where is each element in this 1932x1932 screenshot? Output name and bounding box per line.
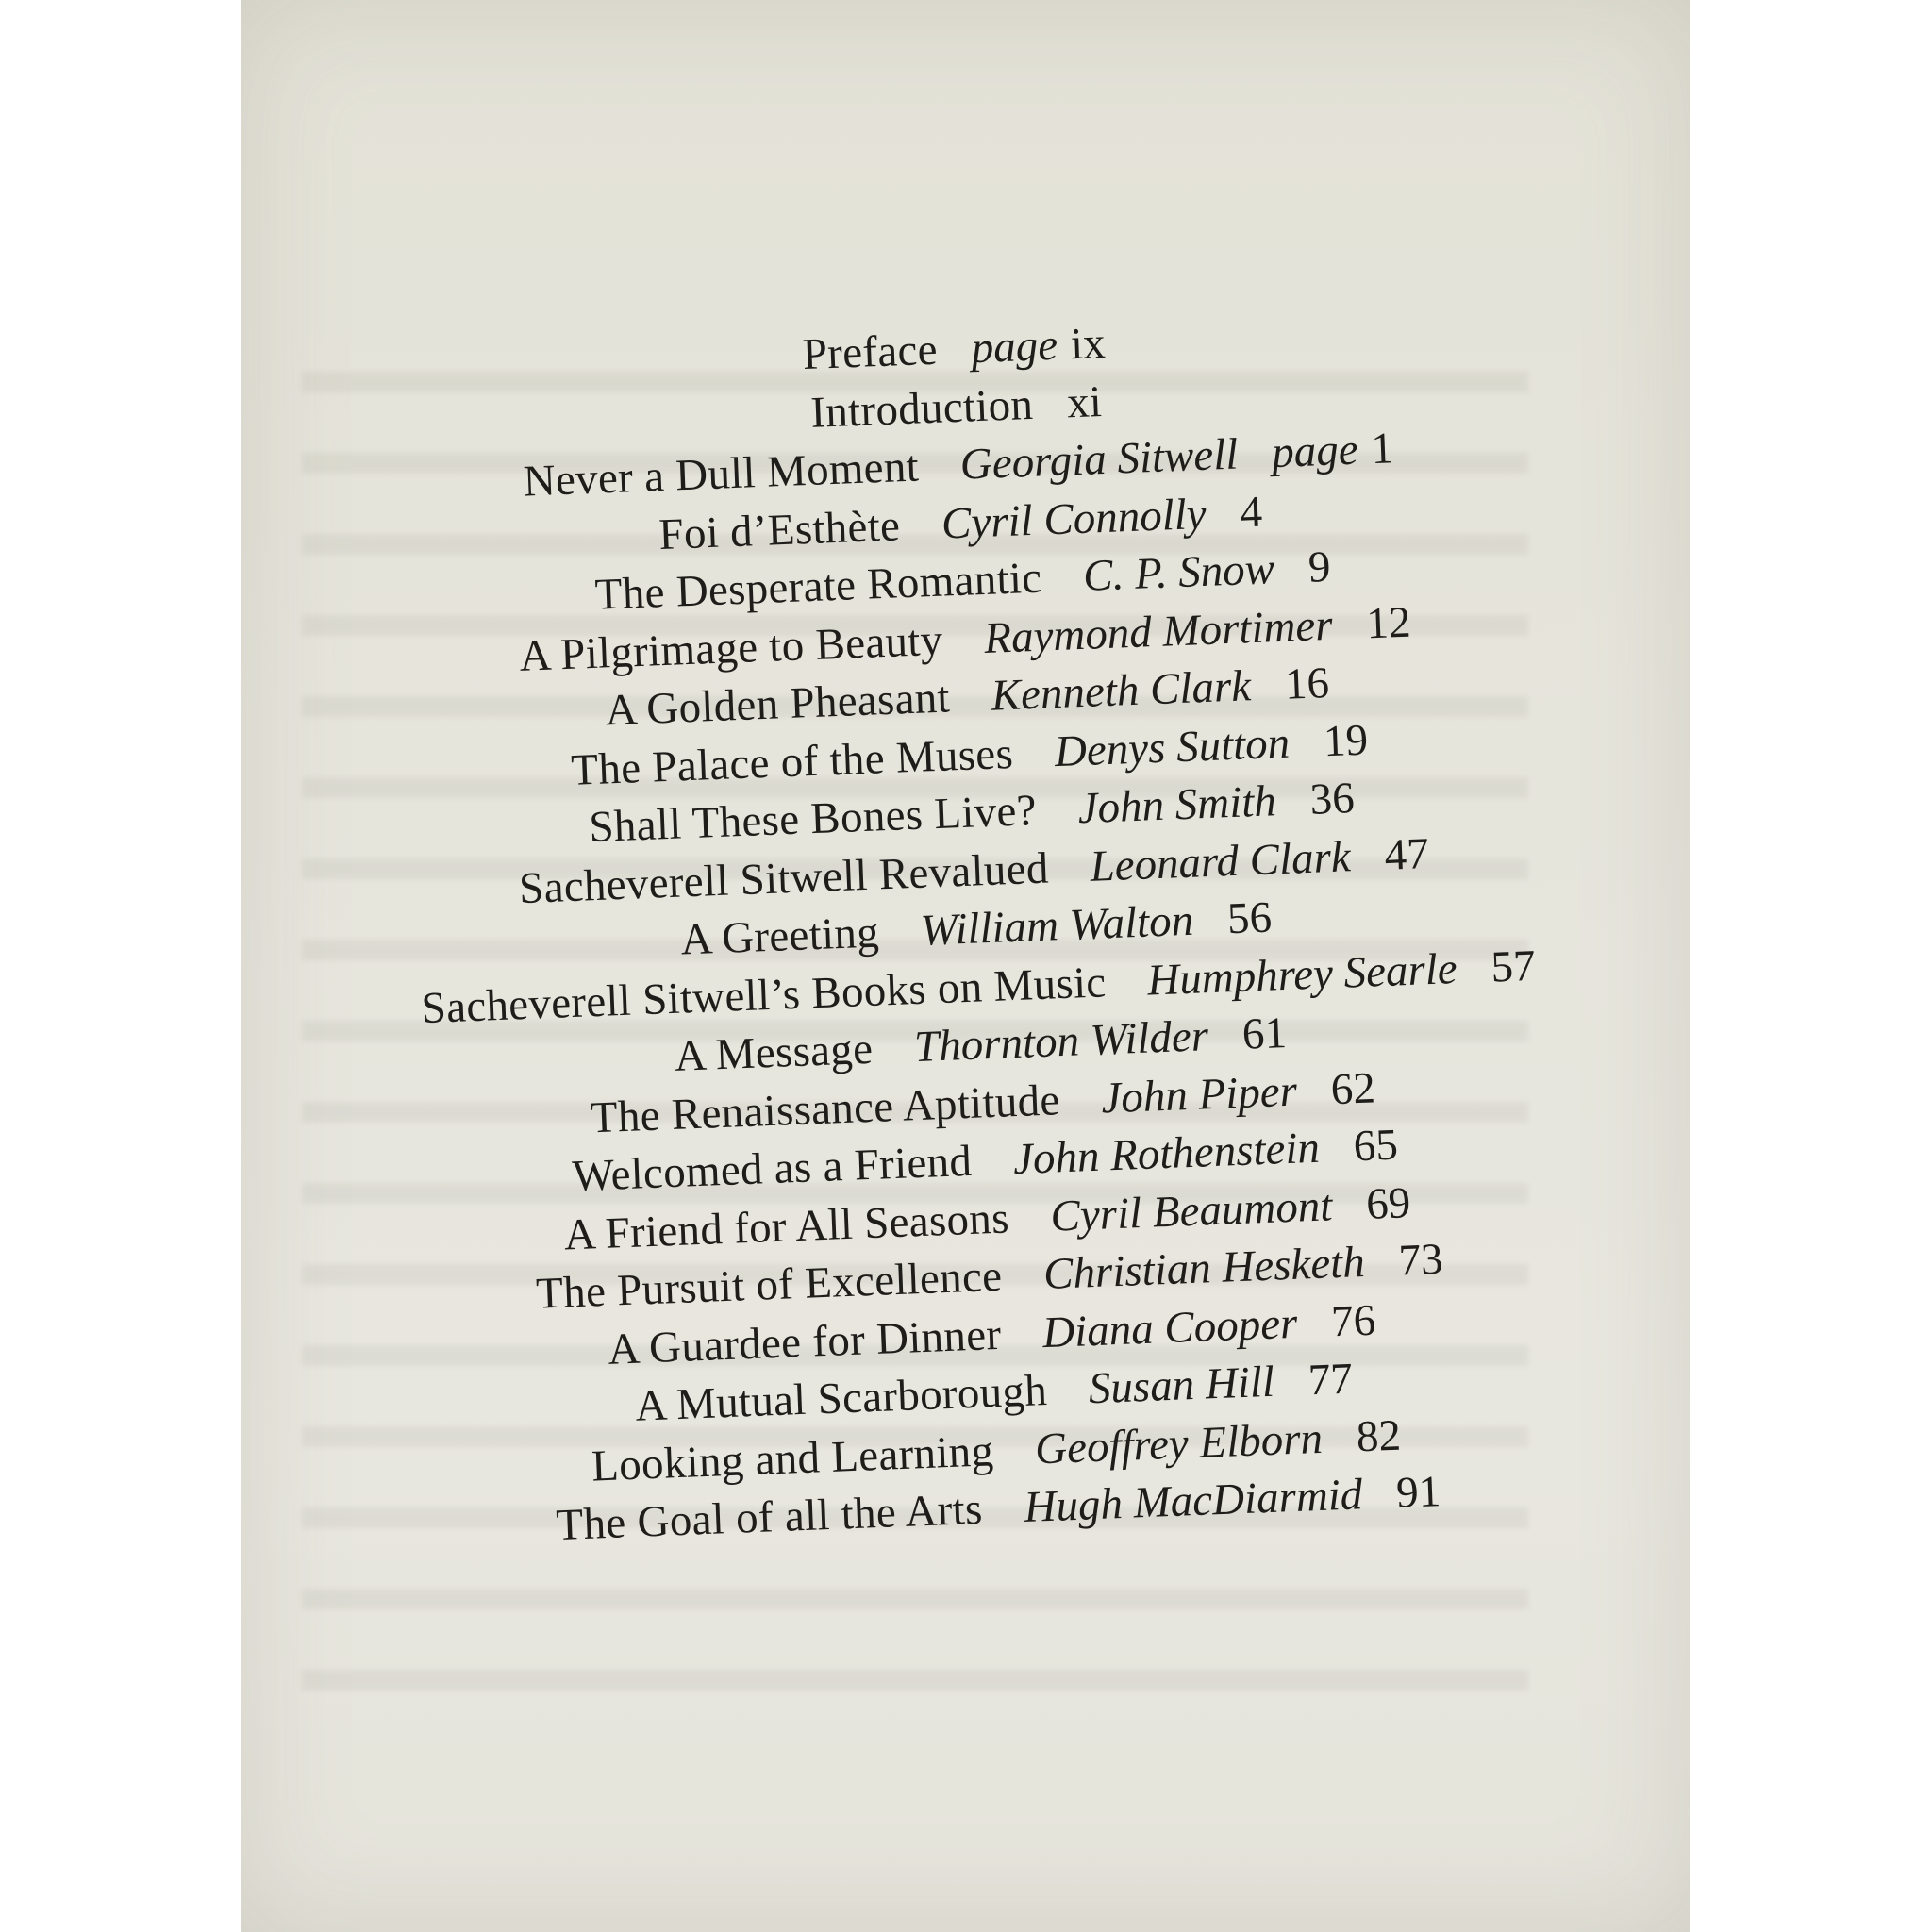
toc-author: C. P. Snow <box>1082 544 1275 601</box>
toc-author: Thornton Wilder <box>913 1011 1209 1073</box>
toc-title: The Renaissance Aptitude <box>589 1074 1061 1142</box>
toc-author: Diana Cooper <box>1041 1298 1299 1357</box>
toc-title: The Goal of all the Arts <box>555 1484 984 1551</box>
toc-page: 76 <box>1330 1295 1377 1346</box>
toc-title: A Golden Pheasant <box>604 673 951 736</box>
toc-page-label: page <box>970 320 1058 374</box>
table-of-contents <box>284 295 1670 1564</box>
toc-page: 69 <box>1365 1177 1412 1229</box>
toc-page: 77 <box>1307 1354 1354 1406</box>
toc-page: 62 <box>1329 1062 1376 1114</box>
toc-author: Humphrey Searle <box>1146 943 1458 1006</box>
toc-title: Sacheverell Sitwell Revalued <box>518 843 1050 913</box>
toc-title: A Friend for All Seasons <box>562 1192 1010 1260</box>
toc-page: 1 <box>1370 424 1394 475</box>
toc-page: 91 <box>1395 1467 1442 1518</box>
toc-page: 82 <box>1355 1410 1402 1461</box>
toc-author: Hugh MacDiarmid <box>1023 1470 1364 1533</box>
toc-page: 47 <box>1383 828 1430 880</box>
toc-title: Shall These Bones Live? <box>588 785 1038 853</box>
toc-author: Cyril Beaumont <box>1049 1180 1334 1241</box>
toc-title: A Greeting <box>679 908 880 965</box>
toc-author: Geoffrey Elborn <box>1034 1413 1324 1474</box>
toc-page: 61 <box>1241 1008 1288 1059</box>
toc-author: Kenneth Clark <box>990 661 1252 721</box>
toc-title: A Message <box>674 1024 874 1081</box>
toc-page: 9 <box>1307 541 1332 592</box>
toc-page: 65 <box>1352 1120 1399 1172</box>
toc-title: Welcomed as a Friend <box>571 1136 974 1202</box>
toc-title: The Palace of the Muses <box>570 728 1014 795</box>
toc-author: Leonard Clark <box>1089 831 1352 891</box>
toc-title: Foi d’Esthète <box>658 500 902 559</box>
toc-page: 57 <box>1490 941 1537 992</box>
toc-page: 73 <box>1397 1234 1444 1286</box>
toc-title: The Pursuit of Excellence <box>535 1251 1004 1319</box>
toc-page: ix <box>1069 318 1107 370</box>
toc-author: Cyril Connolly <box>941 489 1208 549</box>
toc-page: 4 <box>1239 487 1264 537</box>
toc-author: John Smith <box>1076 776 1277 834</box>
toc-title: Never a Dull Moment <box>522 441 920 507</box>
toc-title: A Pilgrimage to Beauty <box>518 615 944 681</box>
toc-page: 12 <box>1365 597 1412 648</box>
toc-author: John Rothenstein <box>1012 1123 1321 1185</box>
toc-page: xi <box>1066 376 1103 427</box>
toc-author: Denys Sutton <box>1053 718 1291 776</box>
toc-title: Looking and Learning <box>591 1425 995 1491</box>
toc-title: A Guardee for Dinner <box>607 1309 1003 1374</box>
toc-title: Sacheverell Sitwell’s Books on Music <box>420 957 1108 1033</box>
toc-title: The Desperate Romantic <box>593 553 1043 620</box>
toc-author: Susan Hill <box>1087 1357 1275 1414</box>
toc-title: Preface <box>801 325 939 380</box>
toc-author: William Walton <box>919 895 1195 956</box>
toc-author: Christian Hesketh <box>1042 1237 1366 1300</box>
toc-page: 56 <box>1226 892 1274 944</box>
toc-title: A Mutual Scarborough <box>634 1366 1048 1431</box>
toc-page: 19 <box>1323 714 1369 766</box>
toc-author: Georgia Sitwell <box>958 429 1240 490</box>
toc-title: Introduction <box>809 379 1035 438</box>
toc-page: 16 <box>1283 658 1330 709</box>
toc-author: Raymond Mortimer <box>983 600 1334 663</box>
toc-author: John Piper <box>1100 1066 1298 1124</box>
toc-page: 36 <box>1308 774 1356 824</box>
toc-page-label: page <box>1271 425 1359 478</box>
